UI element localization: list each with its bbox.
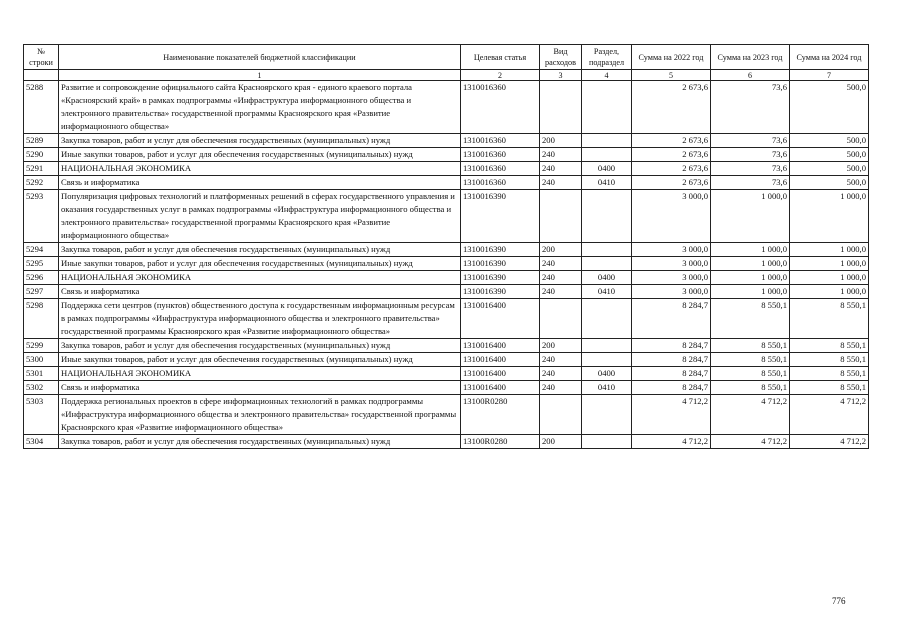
section-cell: 0400 bbox=[582, 271, 632, 285]
row-number-cell: 5291 bbox=[24, 162, 59, 176]
indicator-name-cell: Иные закупки товаров, работ и услуг для обеспечения государственных (муниципальных) нужд bbox=[59, 353, 461, 367]
sum-2022-cell: 3 000,0 bbox=[632, 271, 711, 285]
target-article-cell: 1310016360 bbox=[461, 81, 540, 134]
target-article-cell: 1310016400 bbox=[461, 367, 540, 381]
indicator-name-cell: Закупка товаров, работ и услуг для обеспечения государственных (муниципальных) нужд bbox=[59, 243, 461, 257]
section-cell bbox=[582, 81, 632, 134]
row-number-cell: 5296 bbox=[24, 271, 59, 285]
sum-2023-cell: 1 000,0 bbox=[711, 285, 790, 299]
expense-type-cell: 240 bbox=[540, 162, 582, 176]
sum-2024-cell: 1 000,0 bbox=[790, 257, 869, 271]
target-article-cell: 1310016390 bbox=[461, 271, 540, 285]
sum-2023-cell: 1 000,0 bbox=[711, 257, 790, 271]
target-article-cell: 1310016390 bbox=[461, 257, 540, 271]
expense-type-cell: 200 bbox=[540, 134, 582, 148]
row-number-cell: 5295 bbox=[24, 257, 59, 271]
sum-2023-cell: 1 000,0 bbox=[711, 190, 790, 243]
section-cell bbox=[582, 134, 632, 148]
row-number-cell: 5290 bbox=[24, 148, 59, 162]
target-article-cell: 1310016360 bbox=[461, 176, 540, 190]
indicator-name-cell: Связь и информатика bbox=[59, 381, 461, 395]
section-cell bbox=[582, 435, 632, 449]
target-article-cell: 1310016390 bbox=[461, 285, 540, 299]
page-number: 776 bbox=[832, 596, 846, 606]
target-article-cell: 1310016400 bbox=[461, 381, 540, 395]
column-number: 6 bbox=[711, 70, 790, 81]
row-number-cell: 5297 bbox=[24, 285, 59, 299]
sum-2024-cell: 8 550,1 bbox=[790, 367, 869, 381]
sum-2022-cell: 2 673,6 bbox=[632, 81, 711, 134]
target-article-cell: 1310016400 bbox=[461, 299, 540, 339]
sum-2023-cell: 73,6 bbox=[711, 134, 790, 148]
row-number-cell: 5293 bbox=[24, 190, 59, 243]
sum-2024-cell: 8 550,1 bbox=[790, 339, 869, 353]
sum-2022-cell: 3 000,0 bbox=[632, 190, 711, 243]
column-number: 4 bbox=[582, 70, 632, 81]
target-article-cell: 13100R0280 bbox=[461, 395, 540, 435]
header-section: Раздел, подраздел bbox=[582, 45, 632, 70]
sum-2024-cell: 8 550,1 bbox=[790, 299, 869, 339]
section-cell bbox=[582, 257, 632, 271]
expense-type-cell bbox=[540, 299, 582, 339]
target-article-cell: 1310016400 bbox=[461, 353, 540, 367]
section-cell: 0410 bbox=[582, 285, 632, 299]
sum-2022-cell: 3 000,0 bbox=[632, 285, 711, 299]
section-cell bbox=[582, 148, 632, 162]
header-sum-2024: Сумма на 2024 год bbox=[790, 45, 869, 70]
section-cell bbox=[582, 395, 632, 435]
header-indicator-name: Наименование показателей бюджетной классификации bbox=[59, 45, 461, 70]
column-number: 7 bbox=[790, 70, 869, 81]
expense-type-cell: 200 bbox=[540, 339, 582, 353]
sum-2023-cell: 73,6 bbox=[711, 81, 790, 134]
indicator-name-cell: Поддержка региональных проектов в сфере информационных технологий в рамках подпрограммы «Инфраструктура информационного общества и электронного правительства» государственной программы Красноярского края «Развитие информационного общества» bbox=[59, 395, 461, 435]
table-row bbox=[24, 285, 869, 299]
target-article-cell: 1310016390 bbox=[461, 190, 540, 243]
sum-2022-cell: 8 284,7 bbox=[632, 353, 711, 367]
expense-type-cell: 200 bbox=[540, 243, 582, 257]
sum-2024-cell: 500,0 bbox=[790, 134, 869, 148]
sum-2022-cell: 2 673,6 bbox=[632, 134, 711, 148]
sum-2024-cell: 1 000,0 bbox=[790, 271, 869, 285]
indicator-name-cell: НАЦИОНАЛЬНАЯ ЭКОНОМИКА bbox=[59, 271, 461, 285]
sum-2024-cell: 500,0 bbox=[790, 162, 869, 176]
section-cell bbox=[582, 353, 632, 367]
sum-2022-cell: 8 284,7 bbox=[632, 339, 711, 353]
section-cell: 0400 bbox=[582, 162, 632, 176]
sum-2024-cell: 500,0 bbox=[790, 176, 869, 190]
expense-type-cell: 240 bbox=[540, 367, 582, 381]
indicator-name-cell: Закупка товаров, работ и услуг для обеспечения государственных (муниципальных) нужд bbox=[59, 339, 461, 353]
indicator-name-cell: Связь и информатика bbox=[59, 285, 461, 299]
header-row bbox=[24, 45, 869, 70]
table-row bbox=[24, 271, 869, 285]
sum-2023-cell: 4 712,2 bbox=[711, 395, 790, 435]
target-article-cell: 1310016360 bbox=[461, 134, 540, 148]
row-number-cell: 5299 bbox=[24, 339, 59, 353]
sum-2024-cell: 8 550,1 bbox=[790, 381, 869, 395]
sum-2024-cell: 4 712,2 bbox=[790, 435, 869, 449]
column-number: 3 bbox=[540, 70, 582, 81]
table-row bbox=[24, 353, 869, 367]
section-cell: 0410 bbox=[582, 176, 632, 190]
sum-2022-cell: 2 673,6 bbox=[632, 176, 711, 190]
sum-2022-cell: 2 673,6 bbox=[632, 148, 711, 162]
section-cell bbox=[582, 299, 632, 339]
expense-type-cell: 240 bbox=[540, 285, 582, 299]
sum-2024-cell: 1 000,0 bbox=[790, 190, 869, 243]
expense-type-cell: 240 bbox=[540, 257, 582, 271]
section-cell bbox=[582, 190, 632, 243]
table-row bbox=[24, 176, 869, 190]
sum-2024-cell: 500,0 bbox=[790, 81, 869, 134]
target-article-cell: 1310016390 bbox=[461, 243, 540, 257]
sum-2024-cell: 1 000,0 bbox=[790, 285, 869, 299]
expense-type-cell: 240 bbox=[540, 176, 582, 190]
section-cell bbox=[582, 339, 632, 353]
row-number-cell: 5300 bbox=[24, 353, 59, 367]
row-number-cell: 5288 bbox=[24, 81, 59, 134]
sum-2022-cell: 8 284,7 bbox=[632, 299, 711, 339]
expense-type-cell: 240 bbox=[540, 381, 582, 395]
indicator-name-cell: Закупка товаров, работ и услуг для обеспечения государственных (муниципальных) нужд bbox=[59, 435, 461, 449]
sum-2024-cell: 8 550,1 bbox=[790, 353, 869, 367]
row-number-cell: 5294 bbox=[24, 243, 59, 257]
sum-2024-cell: 1 000,0 bbox=[790, 243, 869, 257]
table-row bbox=[24, 257, 869, 271]
table-row bbox=[24, 243, 869, 257]
sum-2023-cell: 4 712,2 bbox=[711, 435, 790, 449]
row-number-cell: 5304 bbox=[24, 435, 59, 449]
indicator-name-cell: Развитие и сопровождение официального сайта Красноярского края - единого краевого портала «Красноярский край» в рамках подпрограммы «Инфраструктура информационного общества и электронного правительства» государственной программы Красноярского края «Развитие информационного общества» bbox=[59, 81, 461, 134]
row-number-cell: 5298 bbox=[24, 299, 59, 339]
target-article-cell: 1310016400 bbox=[461, 339, 540, 353]
expense-type-cell: 240 bbox=[540, 148, 582, 162]
sum-2023-cell: 1 000,0 bbox=[711, 243, 790, 257]
sum-2023-cell: 73,6 bbox=[711, 148, 790, 162]
indicator-name-cell: Закупка товаров, работ и услуг для обеспечения государственных (муниципальных) нужд bbox=[59, 134, 461, 148]
column-number: 2 bbox=[461, 70, 540, 81]
sum-2024-cell: 500,0 bbox=[790, 148, 869, 162]
table-row bbox=[24, 381, 869, 395]
sum-2023-cell: 73,6 bbox=[711, 162, 790, 176]
header-sum-2022: Сумма на 2022 год bbox=[632, 45, 711, 70]
section-cell bbox=[582, 243, 632, 257]
sum-2024-cell: 4 712,2 bbox=[790, 395, 869, 435]
table-row bbox=[24, 148, 869, 162]
indicator-name-cell: Поддержка сети центров (пунктов) общественного доступа к государственным информационным ресурсам в рамках подпрограммы «Инфраструктура информационного общества и электронного правительства» государственной программы Красноярского края «Развитие информационного общества» bbox=[59, 299, 461, 339]
table-row bbox=[24, 395, 869, 435]
table-row bbox=[24, 367, 869, 381]
sum-2022-cell: 8 284,7 bbox=[632, 367, 711, 381]
indicator-name-cell: Связь и информатика bbox=[59, 176, 461, 190]
indicator-name-cell: Иные закупки товаров, работ и услуг для обеспечения государственных (муниципальных) нужд bbox=[59, 257, 461, 271]
table-row bbox=[24, 190, 869, 243]
indicator-name-cell: НАЦИОНАЛЬНАЯ ЭКОНОМИКА bbox=[59, 162, 461, 176]
sum-2023-cell: 1 000,0 bbox=[711, 271, 790, 285]
expense-type-cell bbox=[540, 395, 582, 435]
header-row-number: № строки bbox=[24, 45, 59, 70]
sum-2022-cell: 4 712,2 bbox=[632, 395, 711, 435]
sum-2022-cell: 3 000,0 bbox=[632, 243, 711, 257]
sum-2023-cell: 8 550,1 bbox=[711, 367, 790, 381]
expense-type-cell bbox=[540, 190, 582, 243]
header-target-article: Целевая статья bbox=[461, 45, 540, 70]
target-article-cell: 1310016360 bbox=[461, 148, 540, 162]
sum-2023-cell: 8 550,1 bbox=[711, 299, 790, 339]
indicator-name-cell: НАЦИОНАЛЬНАЯ ЭКОНОМИКА bbox=[59, 367, 461, 381]
table-body bbox=[24, 81, 869, 449]
column-number bbox=[24, 70, 59, 81]
target-article-cell: 1310016360 bbox=[461, 162, 540, 176]
sum-2022-cell: 3 000,0 bbox=[632, 257, 711, 271]
table-row bbox=[24, 81, 869, 134]
sum-2022-cell: 4 712,2 bbox=[632, 435, 711, 449]
indicator-name-cell: Популяризация цифровых технологий и платформенных решений в сферах государственного управления и оказания государственных услуг в рамках подпрограммы «Инфраструктура информационного общества и электронного правительства» государственной программы Красноярского края «Развитие информационного общества» bbox=[59, 190, 461, 243]
table-row bbox=[24, 339, 869, 353]
table-row bbox=[24, 162, 869, 176]
row-number-cell: 5292 bbox=[24, 176, 59, 190]
header-expense-type: Вид расходов bbox=[540, 45, 582, 70]
table-row bbox=[24, 435, 869, 449]
row-number-cell: 5302 bbox=[24, 381, 59, 395]
sum-2023-cell: 8 550,1 bbox=[711, 381, 790, 395]
sum-2023-cell: 8 550,1 bbox=[711, 339, 790, 353]
target-article-cell: 13100R0280 bbox=[461, 435, 540, 449]
sum-2023-cell: 8 550,1 bbox=[711, 353, 790, 367]
header-sum-2023: Сумма на 2023 год bbox=[711, 45, 790, 70]
section-cell: 0400 bbox=[582, 367, 632, 381]
row-number-cell: 5303 bbox=[24, 395, 59, 435]
sum-2022-cell: 8 284,7 bbox=[632, 381, 711, 395]
expense-type-cell: 240 bbox=[540, 353, 582, 367]
expense-type-cell: 240 bbox=[540, 271, 582, 285]
sum-2022-cell: 2 673,6 bbox=[632, 162, 711, 176]
column-number-row bbox=[24, 70, 869, 81]
table-row bbox=[24, 134, 869, 148]
expense-type-cell: 200 bbox=[540, 435, 582, 449]
row-number-cell: 5301 bbox=[24, 367, 59, 381]
table-row bbox=[24, 299, 869, 339]
row-number-cell: 5289 bbox=[24, 134, 59, 148]
indicator-name-cell: Иные закупки товаров, работ и услуг для обеспечения государственных (муниципальных) нужд bbox=[59, 148, 461, 162]
budget-table bbox=[23, 44, 869, 449]
column-number: 5 bbox=[632, 70, 711, 81]
section-cell: 0410 bbox=[582, 381, 632, 395]
sum-2023-cell: 73,6 bbox=[711, 176, 790, 190]
expense-type-cell bbox=[540, 81, 582, 134]
column-number: 1 bbox=[59, 70, 461, 81]
